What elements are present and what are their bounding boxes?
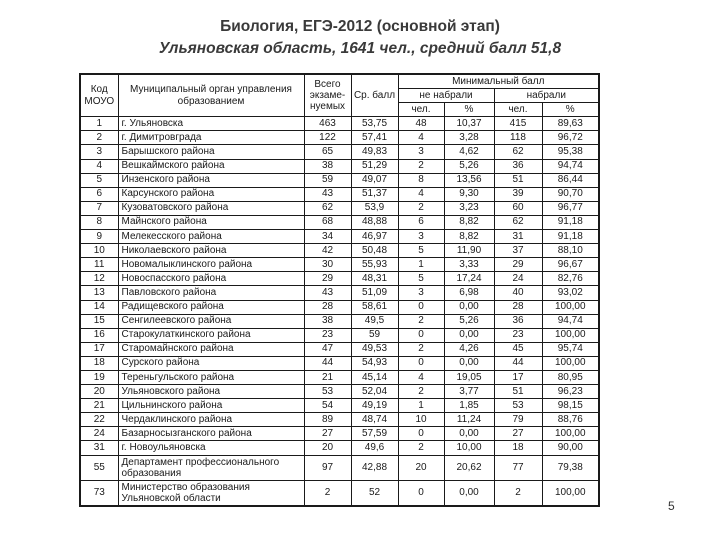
table-row	[80, 244, 599, 258]
cell-avg: 49,07	[351, 173, 398, 187]
cell-passed-people: 36	[494, 314, 542, 328]
cell-passed-percent: 86,44	[542, 173, 599, 187]
cell-not-passed-percent: 10,37	[444, 117, 494, 131]
cell-not-passed-percent: 17,24	[444, 272, 494, 286]
cell-passed-percent: 80,95	[542, 370, 599, 384]
cell-avg: 57,59	[351, 427, 398, 441]
cell-not-passed-people: 0	[398, 356, 444, 370]
cell-passed-people: 415	[494, 117, 542, 131]
cell-not-passed-people: 2	[398, 342, 444, 356]
table-row	[80, 441, 599, 455]
cell-avg: 55,93	[351, 258, 398, 272]
cell-not-passed-percent: 1,85	[444, 399, 494, 413]
cell-passed-people: 60	[494, 201, 542, 215]
cell-passed-percent: 82,76	[542, 272, 599, 286]
cell-passed-people: 44	[494, 356, 542, 370]
cell-avg: 53,9	[351, 201, 398, 215]
header-passed: набрали	[494, 89, 599, 103]
header-passed-people: чел.	[494, 103, 542, 117]
cell-code: 21	[80, 399, 118, 413]
table-row	[80, 187, 599, 201]
cell-passed-percent: 100,00	[542, 356, 599, 370]
cell-avg: 52	[351, 480, 398, 506]
table-row	[80, 314, 599, 328]
cell-code: 11	[80, 258, 118, 272]
cell-not-passed-percent: 19,05	[444, 370, 494, 384]
cell-passed-people: 27	[494, 427, 542, 441]
cell-not-passed-percent: 3,77	[444, 385, 494, 399]
table-row	[80, 385, 599, 399]
cell-org: Кузоватовского района	[118, 201, 304, 215]
cell-not-passed-people: 4	[398, 131, 444, 145]
cell-passed-people: 23	[494, 328, 542, 342]
cell-passed-people: 62	[494, 215, 542, 229]
cell-not-passed-percent: 11,24	[444, 413, 494, 427]
table-row	[80, 480, 599, 506]
cell-passed-people: 77	[494, 455, 542, 480]
cell-code: 17	[80, 342, 118, 356]
cell-org: Майнского района	[118, 215, 304, 229]
header-min-score: Минимальный балл	[398, 74, 599, 89]
cell-not-passed-percent: 0,00	[444, 328, 494, 342]
cell-not-passed-people: 8	[398, 173, 444, 187]
cell-passed-percent: 88,10	[542, 244, 599, 258]
table-row	[80, 272, 599, 286]
cell-org: Министерство образования Ульяновской области	[118, 480, 304, 506]
cell-passed-people: 18	[494, 441, 542, 455]
cell-avg: 57,41	[351, 131, 398, 145]
cell-passed-people: 51	[494, 173, 542, 187]
cell-passed-people: 31	[494, 230, 542, 244]
cell-passed-percent: 95,38	[542, 145, 599, 159]
cell-org: Павловского района	[118, 286, 304, 300]
cell-total: 44	[304, 356, 351, 370]
table-row	[80, 230, 599, 244]
cell-total: 463	[304, 117, 351, 131]
cell-passed-percent: 95,74	[542, 342, 599, 356]
cell-org: Ульяновского района	[118, 385, 304, 399]
cell-org: Старомайнского района	[118, 342, 304, 356]
cell-org: Тереньгульского района	[118, 370, 304, 384]
table-row	[80, 328, 599, 342]
cell-org: г. Димитровграда	[118, 131, 304, 145]
cell-avg: 48,88	[351, 215, 398, 229]
header-not-passed-people: чел.	[398, 103, 444, 117]
cell-passed-people: 28	[494, 300, 542, 314]
cell-passed-percent: 93,02	[542, 286, 599, 300]
cell-not-passed-percent: 10,00	[444, 441, 494, 455]
table-row	[80, 258, 599, 272]
cell-avg: 59	[351, 328, 398, 342]
cell-org: Старокулаткинского района	[118, 328, 304, 342]
cell-total: 62	[304, 201, 351, 215]
cell-avg: 51,29	[351, 159, 398, 173]
cell-passed-percent: 91,18	[542, 215, 599, 229]
cell-not-passed-percent: 11,90	[444, 244, 494, 258]
cell-passed-people: 62	[494, 145, 542, 159]
cell-not-passed-people: 3	[398, 286, 444, 300]
cell-not-passed-percent: 9,30	[444, 187, 494, 201]
cell-avg: 52,04	[351, 385, 398, 399]
cell-not-passed-people: 4	[398, 187, 444, 201]
cell-not-passed-people: 4	[398, 370, 444, 384]
table-row	[80, 342, 599, 356]
table-row	[80, 131, 599, 145]
cell-passed-percent: 79,38	[542, 455, 599, 480]
cell-passed-percent: 96,23	[542, 385, 599, 399]
cell-code: 4	[80, 159, 118, 173]
cell-avg: 53,75	[351, 117, 398, 131]
cell-total: 28	[304, 300, 351, 314]
cell-total: 38	[304, 159, 351, 173]
header-passed-percent: %	[542, 103, 599, 117]
cell-total: 30	[304, 258, 351, 272]
cell-passed-percent: 100,00	[542, 300, 599, 314]
cell-not-passed-percent: 5,26	[444, 159, 494, 173]
cell-passed-people: 118	[494, 131, 542, 145]
cell-not-passed-percent: 6,98	[444, 286, 494, 300]
cell-avg: 58,61	[351, 300, 398, 314]
cell-total: 20	[304, 441, 351, 455]
cell-total: 97	[304, 455, 351, 480]
cell-total: 43	[304, 187, 351, 201]
cell-org: г. Новоульяновска	[118, 441, 304, 455]
cell-total: 38	[304, 314, 351, 328]
table-row	[80, 215, 599, 229]
cell-passed-people: 51	[494, 385, 542, 399]
cell-org: Барышского района	[118, 145, 304, 159]
table-row	[80, 300, 599, 314]
cell-passed-percent: 89,63	[542, 117, 599, 131]
cell-passed-people: 17	[494, 370, 542, 384]
cell-not-passed-people: 2	[398, 159, 444, 173]
table-row	[80, 427, 599, 441]
cell-total: 27	[304, 427, 351, 441]
cell-code: 2	[80, 131, 118, 145]
cell-not-passed-percent: 4,26	[444, 342, 494, 356]
cell-avg: 49,19	[351, 399, 398, 413]
cell-total: 42	[304, 244, 351, 258]
cell-code: 7	[80, 201, 118, 215]
cell-avg: 42,88	[351, 455, 398, 480]
cell-code: 12	[80, 272, 118, 286]
header-not-passed-percent: %	[444, 103, 494, 117]
cell-org: Сурского района	[118, 356, 304, 370]
cell-code: 14	[80, 300, 118, 314]
cell-not-passed-percent: 13,56	[444, 173, 494, 187]
header-avg: Ср. балл	[351, 74, 398, 117]
cell-passed-people: 40	[494, 286, 542, 300]
cell-org: Радищевского района	[118, 300, 304, 314]
cell-total: 47	[304, 342, 351, 356]
cell-org: Новоспасского района	[118, 272, 304, 286]
cell-code: 24	[80, 427, 118, 441]
cell-org: Чердаклинского района	[118, 413, 304, 427]
cell-not-passed-people: 5	[398, 244, 444, 258]
cell-not-passed-people: 2	[398, 201, 444, 215]
cell-org: Вешкаймского района	[118, 159, 304, 173]
cell-passed-people: 29	[494, 258, 542, 272]
cell-total: 54	[304, 399, 351, 413]
cell-passed-percent: 94,74	[542, 314, 599, 328]
cell-org: Николаевского района	[118, 244, 304, 258]
table-row	[80, 356, 599, 370]
cell-passed-people: 37	[494, 244, 542, 258]
cell-avg: 48,74	[351, 413, 398, 427]
results-table	[79, 73, 600, 507]
cell-passed-people: 53	[494, 399, 542, 413]
cell-org: Карсунского района	[118, 187, 304, 201]
page-subtitle: Ульяновская область, 1641 чел., средний балл 51,8	[158, 40, 562, 57]
table-row	[80, 117, 599, 131]
table-row	[80, 159, 599, 173]
cell-avg: 49,53	[351, 342, 398, 356]
cell-not-passed-people: 20	[398, 455, 444, 480]
cell-org: Базарносызганского района	[118, 427, 304, 441]
cell-not-passed-percent: 0,00	[444, 480, 494, 506]
cell-code: 20	[80, 385, 118, 399]
cell-code: 8	[80, 215, 118, 229]
header-total: Всего экзаме-нуемых	[304, 74, 351, 117]
cell-not-passed-percent: 3,23	[444, 201, 494, 215]
cell-not-passed-people: 2	[398, 385, 444, 399]
cell-org: Инзенского района	[118, 173, 304, 187]
cell-not-passed-percent: 4,62	[444, 145, 494, 159]
cell-not-passed-people: 1	[398, 399, 444, 413]
cell-org: Цильнинского района	[118, 399, 304, 413]
cell-not-passed-percent: 8,82	[444, 215, 494, 229]
cell-code: 10	[80, 244, 118, 258]
cell-not-passed-people: 1	[398, 258, 444, 272]
cell-not-passed-people: 3	[398, 145, 444, 159]
cell-passed-percent: 100,00	[542, 480, 599, 506]
cell-org: г. Ульяновска	[118, 117, 304, 131]
header-not-passed: не набрали	[398, 89, 494, 103]
cell-passed-people: 2	[494, 480, 542, 506]
cell-passed-people: 45	[494, 342, 542, 356]
cell-total: 2	[304, 480, 351, 506]
cell-code: 3	[80, 145, 118, 159]
cell-passed-percent: 96,77	[542, 201, 599, 215]
cell-total: 29	[304, 272, 351, 286]
cell-passed-percent: 100,00	[542, 328, 599, 342]
table-row	[80, 455, 599, 480]
page-number: 5	[668, 499, 675, 513]
table-row	[80, 370, 599, 384]
cell-code: 15	[80, 314, 118, 328]
table-row	[80, 286, 599, 300]
cell-not-passed-people: 48	[398, 117, 444, 131]
table-body	[80, 117, 599, 507]
cell-not-passed-people: 0	[398, 427, 444, 441]
cell-avg: 49,83	[351, 145, 398, 159]
cell-passed-percent: 94,74	[542, 159, 599, 173]
cell-org: Сенгилеевского района	[118, 314, 304, 328]
cell-avg: 49,6	[351, 441, 398, 455]
cell-total: 21	[304, 370, 351, 384]
cell-passed-percent: 96,72	[542, 131, 599, 145]
cell-passed-percent: 96,67	[542, 258, 599, 272]
cell-passed-percent: 98,15	[542, 399, 599, 413]
cell-total: 43	[304, 286, 351, 300]
cell-not-passed-percent: 3,28	[444, 131, 494, 145]
cell-passed-percent: 90,70	[542, 187, 599, 201]
cell-code: 13	[80, 286, 118, 300]
cell-total: 122	[304, 131, 351, 145]
cell-passed-percent: 100,00	[542, 427, 599, 441]
cell-code: 16	[80, 328, 118, 342]
cell-code: 5	[80, 173, 118, 187]
cell-passed-people: 24	[494, 272, 542, 286]
cell-not-passed-percent: 8,82	[444, 230, 494, 244]
cell-total: 53	[304, 385, 351, 399]
cell-not-passed-percent: 0,00	[444, 427, 494, 441]
cell-not-passed-people: 6	[398, 215, 444, 229]
cell-not-passed-percent: 5,26	[444, 314, 494, 328]
cell-not-passed-percent: 3,33	[444, 258, 494, 272]
cell-code: 9	[80, 230, 118, 244]
cell-total: 65	[304, 145, 351, 159]
cell-avg: 46,97	[351, 230, 398, 244]
page-title: Биология, ЕГЭ-2012 (основной этап)	[220, 18, 500, 35]
cell-passed-people: 79	[494, 413, 542, 427]
cell-org: Департамент профессионального образования	[118, 455, 304, 480]
cell-avg: 49,5	[351, 314, 398, 328]
cell-total: 23	[304, 328, 351, 342]
cell-passed-people: 36	[494, 159, 542, 173]
cell-code: 18	[80, 356, 118, 370]
cell-code: 55	[80, 455, 118, 480]
cell-not-passed-percent: 0,00	[444, 356, 494, 370]
cell-avg: 48,31	[351, 272, 398, 286]
cell-not-passed-people: 2	[398, 314, 444, 328]
table-row	[80, 399, 599, 413]
cell-not-passed-people: 10	[398, 413, 444, 427]
cell-not-passed-people: 0	[398, 480, 444, 506]
table-row	[80, 413, 599, 427]
cell-passed-percent: 91,18	[542, 230, 599, 244]
cell-total: 89	[304, 413, 351, 427]
cell-passed-percent: 90,00	[542, 441, 599, 455]
cell-avg: 51,37	[351, 187, 398, 201]
cell-code: 31	[80, 441, 118, 455]
cell-not-passed-percent: 0,00	[444, 300, 494, 314]
cell-avg: 51,09	[351, 286, 398, 300]
cell-code: 73	[80, 480, 118, 506]
cell-avg: 45,14	[351, 370, 398, 384]
cell-not-passed-people: 0	[398, 328, 444, 342]
cell-not-passed-people: 3	[398, 230, 444, 244]
cell-code: 6	[80, 187, 118, 201]
cell-avg: 50,48	[351, 244, 398, 258]
cell-code: 22	[80, 413, 118, 427]
cell-not-passed-people: 0	[398, 300, 444, 314]
cell-not-passed-people: 2	[398, 441, 444, 455]
cell-passed-people: 39	[494, 187, 542, 201]
cell-total: 34	[304, 230, 351, 244]
header-code: Код МОУО	[80, 74, 118, 117]
cell-code: 1	[80, 117, 118, 131]
cell-org: Мелекесского района	[118, 230, 304, 244]
header-org: Муниципальный орган управления образованием	[118, 74, 304, 117]
cell-total: 68	[304, 215, 351, 229]
cell-total: 59	[304, 173, 351, 187]
table-row	[80, 201, 599, 215]
cell-org: Новомалыклинского района	[118, 258, 304, 272]
table-row	[80, 173, 599, 187]
cell-not-passed-people: 5	[398, 272, 444, 286]
cell-not-passed-percent: 20,62	[444, 455, 494, 480]
cell-avg: 54,93	[351, 356, 398, 370]
cell-passed-percent: 88,76	[542, 413, 599, 427]
cell-code: 19	[80, 370, 118, 384]
table-row	[80, 145, 599, 159]
